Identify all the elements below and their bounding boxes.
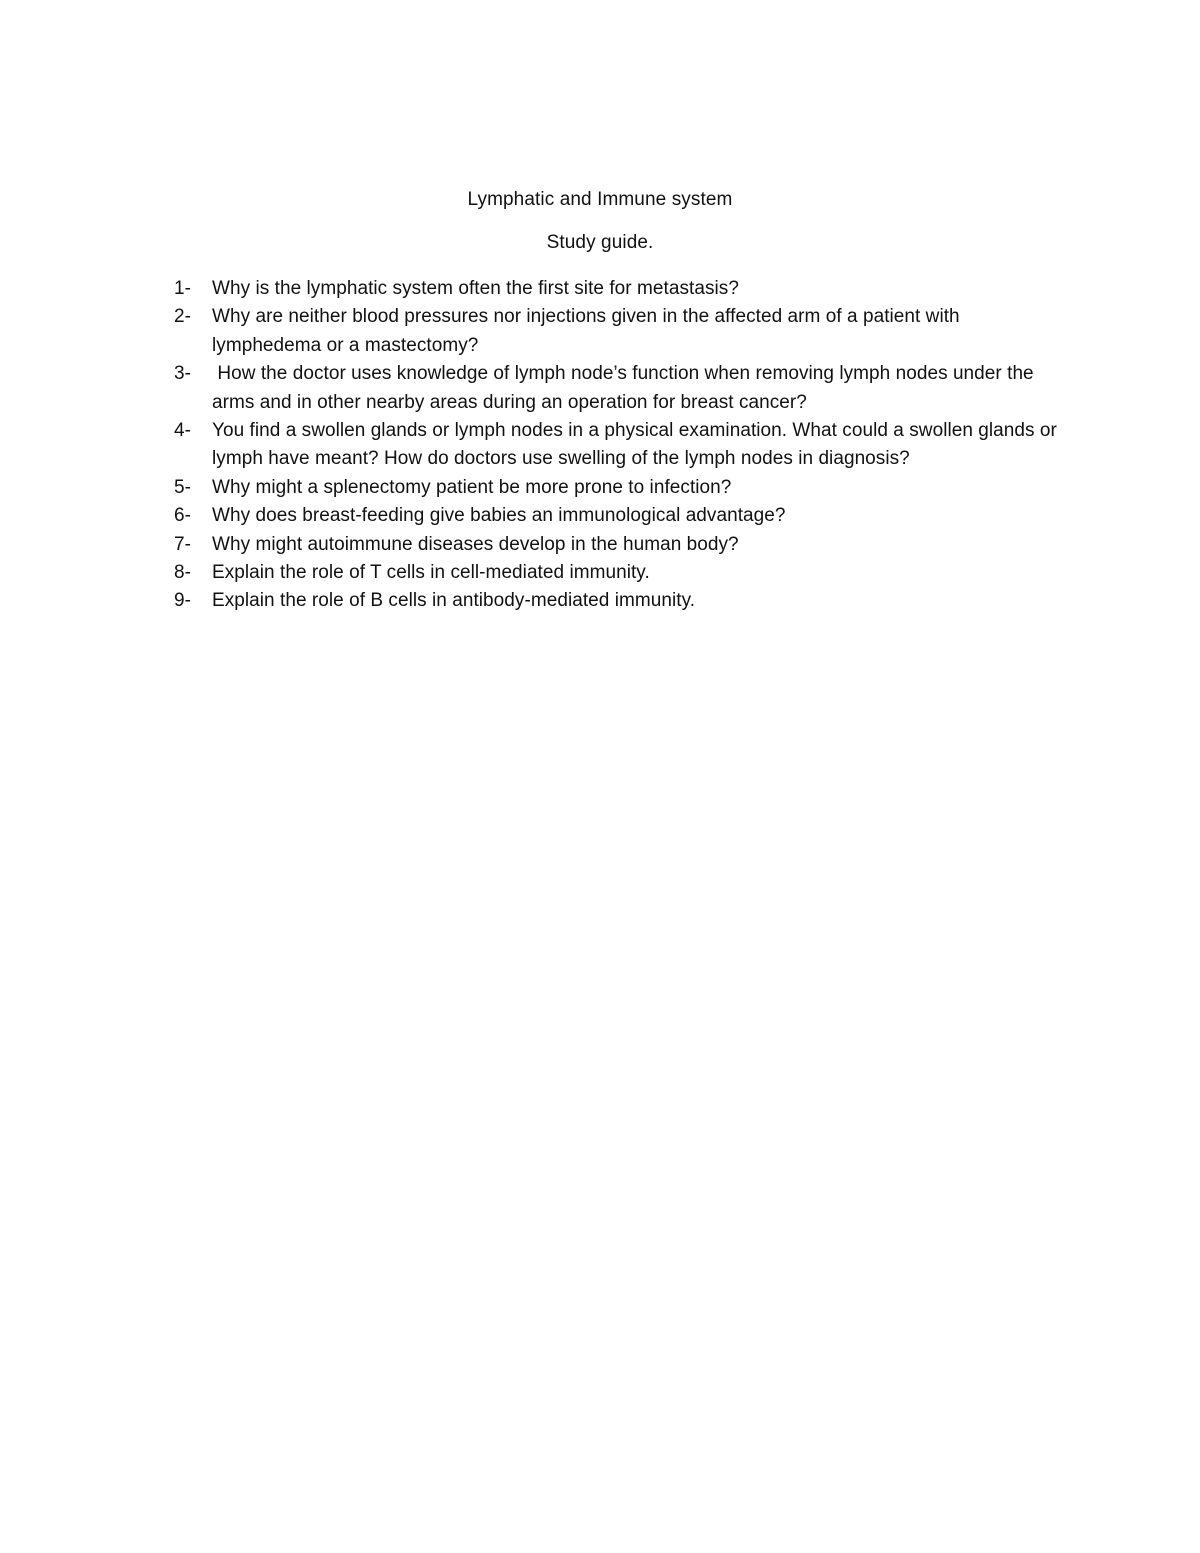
question-text: Why might a splenectomy patient be more prone to infection? [212, 476, 732, 498]
question-number: 4- [174, 420, 191, 442]
question-text: Why is the lymphatic system often the first site for metastasis? [212, 278, 739, 299]
question-number: 6- [174, 505, 191, 527]
question-item [174, 531, 1064, 559]
question-text: Explain the role of B cells in antibody-mediated immunity. [212, 590, 696, 612]
question-list [174, 275, 1064, 616]
question-item [174, 303, 1064, 360]
question-text: Explain the role of T cells in cell-mediated immunity. [212, 562, 650, 584]
question-item [174, 502, 1064, 530]
question-item [174, 474, 1064, 502]
document-title: Lymphatic and Immune system [467, 189, 733, 210]
question-number: 7- [174, 533, 191, 555]
question-text: Why are neither blood pressures nor injections given in the affected arm of a patient with lymphedema or a mastectomy? [212, 306, 960, 356]
question-item [174, 587, 1064, 615]
question-number: 5- [174, 476, 191, 498]
question-text: You find a swollen glands or lymph nodes in a physical examination. What could a swollen glands or lymph have meant? How do doctors use swelling of the lymph nodes in diagnosis? [212, 420, 1057, 470]
document-subtitle: Study guide. [546, 232, 654, 253]
question-text: Why might autoimmune diseases develop in the human body? [212, 533, 739, 555]
question-number: 9- [174, 590, 191, 612]
question-item [174, 559, 1064, 587]
question-item [174, 275, 1064, 303]
question-item [174, 360, 1064, 417]
question-number: 2- [174, 306, 191, 328]
question-text: Why does breast-feeding give babies an immunological advantage? [212, 505, 786, 527]
question-number: 1- [174, 278, 191, 299]
question-number: 8- [174, 562, 191, 584]
question-number: 3- [174, 363, 191, 385]
question-item [174, 417, 1064, 474]
question-text: How the doctor uses knowledge of lymph node’s function when removing lymph nodes under the arms and in other nearby areas during an operation for breast cancer? [212, 363, 1034, 413]
